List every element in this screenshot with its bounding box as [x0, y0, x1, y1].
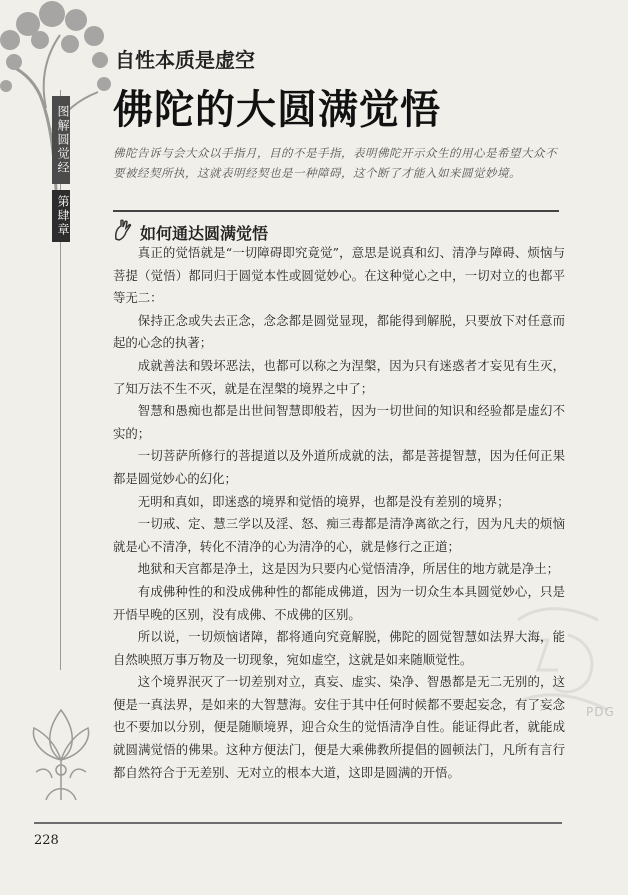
- page-number: 228: [34, 833, 59, 848]
- section-heading: 如何通达圆满觉悟: [140, 224, 269, 243]
- title-divider: [113, 210, 559, 212]
- chapter-label: 第肆章: [52, 190, 70, 242]
- book-label: 图解圆觉经: [52, 96, 70, 184]
- page-title: 佛陀的大圆满觉悟: [113, 87, 441, 133]
- body-paragraph: 一切戒、定、慧三学以及淫、怒、痴三毒都是清净离欲之行，因为凡夫的烦恼就是心不清净，转化不清净的心为清净的心，就是修行之正道；: [113, 516, 565, 554]
- body-paragraph: 保持正念或失去正念，念念都是圆觉显现，都能得到解脱，只要放下对任意而起的心念的执著；: [113, 312, 565, 351]
- watermark-text: PDG: [586, 705, 615, 719]
- body-paragraph: 成就善法和毁坏恶法，也都可以称之为涅槃，因为只有迷惑者才妄见有生灭，了知万法不生不灭，就是在涅槃的境界之中了；: [113, 357, 565, 396]
- intro-paragraph: 佛陀告诉与会大众以手指月，目的不是手指，表明佛陀开示众生的用心是希望大众不要被经契所执，这就表明经契也是一种障碍，这个断了才能入如来圆觉妙境。: [113, 146, 557, 180]
- body-paragraph: 地狱和天宫都是净土，这是因为只要内心觉悟清净，所居住的地方就是净土；: [137, 561, 560, 577]
- footer-divider: [34, 822, 562, 824]
- hand-icon: [113, 219, 133, 241]
- body-paragraph: 智慧和愚痴也都是出世间智慧即般若，因为一切世间的知识和经验都是虚幻不实的；: [113, 403, 565, 441]
- body-paragraph: 一切菩萨所修行的菩提道以及外道所成就的法，都是菩提智慧，因为任何正果都是圆觉妙心的幻化；: [113, 448, 565, 486]
- chapter-subtitle: 自性本质是虚空: [115, 48, 255, 72]
- body-text: [113, 242, 565, 784]
- lotus-ornament: [26, 700, 96, 810]
- body-paragraph: 所以说，一切烦恼诸障，都将通向究竟解脱，佛陀的圆觉智慧如法界大海，能自然映照万事万物及一切现象，宛如虚空，这就是如来随顺觉性。: [113, 629, 565, 667]
- body-paragraph: 这个境界泯灭了一切差别对立，真妄、虚实、染净、智愚都是无二无别的，这便是一真法界，是如来的大智慧海。安住于其中任何时候都不要起妄念，有了妄念也不要加以分别，便是随顺境界，迎合众生的觉悟清净自性。能证得此者，就能成就圆满觉悟的佛果。这种方便法门，便是大乘佛教所提倡的圆顿法门，凡所有言行都自然符合于无差别、无对立的根本大道，这即是圆满的开悟。: [113, 674, 565, 780]
- body-paragraph: 无明和真如，即迷惑的境界和觉悟的境界，也都是没有差别的境界；: [137, 493, 510, 509]
- body-paragraph: 有成佛种性的和没成佛种性的都能成佛道，因为一切众生本具圆觉妙心，只是开悟早晚的区别，没有成佛、不成佛的区别。: [113, 583, 565, 622]
- body-paragraph: 真正的觉悟就是“一切障碍即究竟觉”，意思是说真和幻、清净与障碍、烦恼与菩提（觉悟）都同归于圆觉本性或圆觉妙心。在这种觉心之中，一切对立的也都平等无二：: [113, 245, 565, 306]
